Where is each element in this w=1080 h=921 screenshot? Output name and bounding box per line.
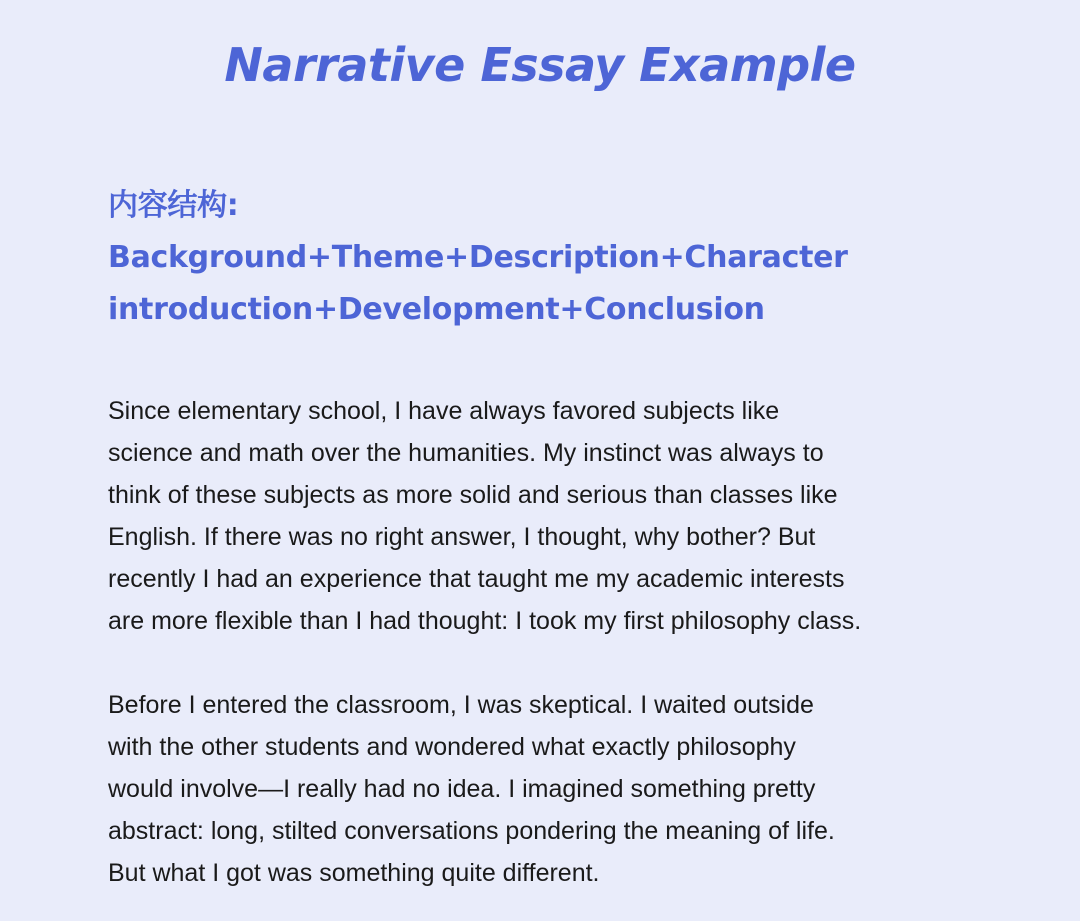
- paragraph-line: think of these subjects as more solid and serious than classes like: [108, 481, 838, 509]
- structure-label: 内容结构:: [108, 188, 239, 223]
- structure-line-2: introduction+Development+Conclusion: [108, 292, 765, 327]
- paragraph-line: are more flexible than I had thought: I took my first philosophy class.: [108, 607, 862, 635]
- paragraph-line: would involve—I really had no idea. I imagined something pretty: [108, 775, 816, 803]
- paragraph-line: science and math over the humanities. My instinct was always to: [108, 439, 824, 467]
- content-structure: [108, 180, 988, 336]
- paragraph-line: Before I entered the classroom, I was skeptical. I waited outside: [108, 691, 814, 719]
- paragraph-line: English. If there was no right answer, I thought, why bother? But: [108, 523, 816, 551]
- paragraph-line: Since elementary school, I have always favored subjects like: [108, 397, 780, 425]
- paragraph-1: [108, 390, 1008, 642]
- paragraph-line: with the other students and wondered what exactly philosophy: [108, 733, 796, 761]
- page-title: Narrative Essay Example: [224, 38, 856, 92]
- paragraph-2: [108, 684, 1008, 894]
- paragraph-line: abstract: long, stilted conversations pondering the meaning of life.: [108, 817, 835, 845]
- structure-line-1: Background+Theme+Description+Character: [108, 240, 848, 275]
- paragraph-line: recently I had an experience that taught me my academic interests: [108, 565, 845, 593]
- paragraph-line: But what I got was something quite different.: [108, 859, 600, 887]
